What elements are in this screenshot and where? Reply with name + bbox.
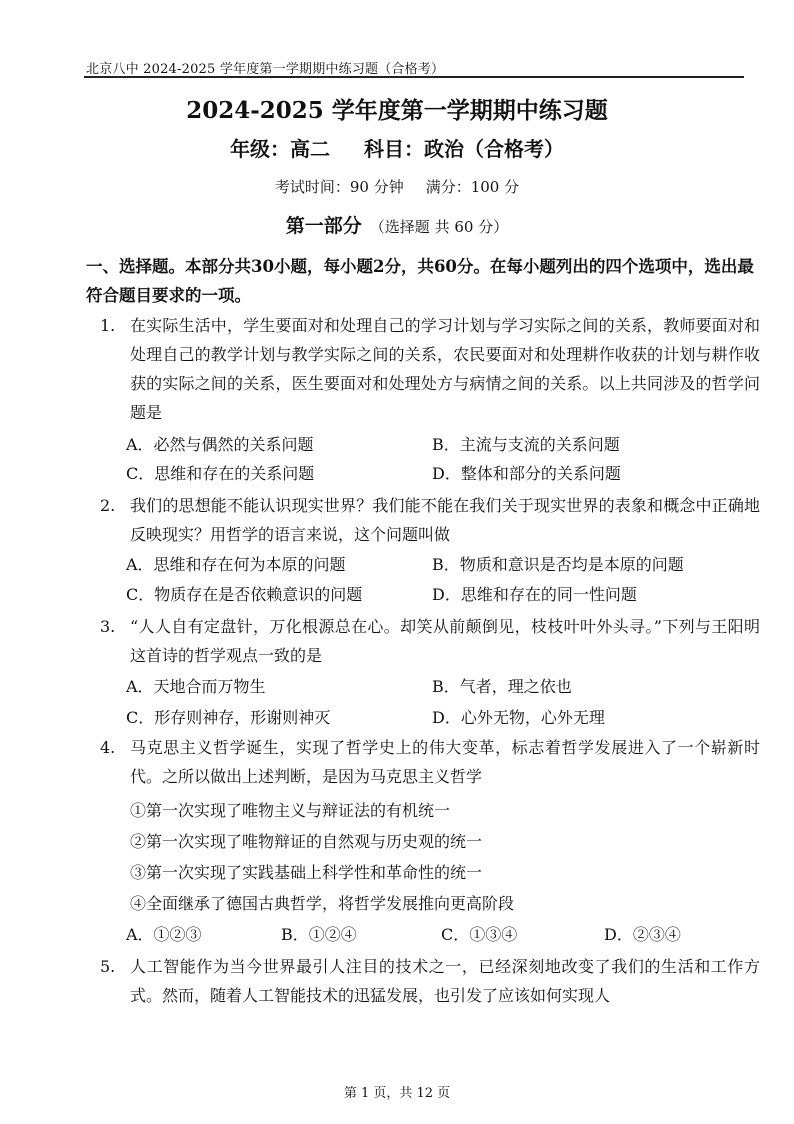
subject-label: 科目：政治（合格考） <box>364 137 564 161</box>
option-a[interactable]: A．①②③ <box>126 925 202 944</box>
option-a[interactable]: A．思维和存在何为本原的问题 <box>126 555 346 574</box>
option-c[interactable]: C．形存则神存，形谢则神灭 <box>126 708 331 727</box>
options-row <box>126 580 756 609</box>
option-d[interactable]: D．心外无物，心外无理 <box>432 708 605 727</box>
statement-3: ③第一次实现了实践基础上科学性和革命性的统一 <box>130 863 483 882</box>
option-b[interactable]: B．主流与支流的关系问题 <box>432 435 620 454</box>
header-rule <box>84 76 744 78</box>
option-c[interactable]: C．①③④ <box>441 925 518 944</box>
option-a[interactable]: A．必然与偶然的关系问题 <box>126 435 314 454</box>
options-row <box>126 703 756 732</box>
question-2 <box>100 491 760 549</box>
full-score: 满分：100 分 <box>425 178 520 196</box>
question-stem: 人工智能作为当今世界最引人注目的技术之一，已经深刻地改变了我们的生活和工作方式。然而，随着人工智能技术的迅猛发展，也引发了应该如何实现人 <box>130 957 760 1005</box>
exam-title: 2024-2025 学年度第一学期期中练习题 <box>186 97 608 124</box>
option-b[interactable]: B．物质和意识是否均是本原的问题 <box>432 555 684 574</box>
part-heading <box>0 211 794 238</box>
option-c[interactable]: C．物质存在是否依赖意识的问题 <box>126 585 363 604</box>
question-stem: 马克思主义哲学诞生，实现了哲学史上的伟大变革，标志着哲学发展进入了一个崭新时代。之所以做出上述判断，是因为马克思主义哲学 <box>130 738 760 786</box>
question-stem: “人人自有定盘针，万化根源总在心。却笑从前颠倒见，枝枝叶叶外头寻。”下列与王阳明这首诗的哲学观点一致的是 <box>130 617 760 665</box>
option-c[interactable]: C．思维和存在的关系问题 <box>126 464 315 483</box>
statement-4: ④全面继承了德国古典哲学，将哲学发展推向更高阶段 <box>130 894 515 913</box>
option-a[interactable]: A．天地合而万物生 <box>126 677 266 696</box>
page-footer: 第 1 页，共 12 页 <box>343 1086 451 1101</box>
options-row <box>126 920 756 949</box>
exam-subtitle <box>0 133 794 162</box>
section-instruction: 一、选择题。本部分共30小题，每小题2分，共60分。在每小题列出的四个选项中，选出最符合题目要求的一项。 <box>86 257 754 305</box>
question-number: 1. <box>100 316 116 335</box>
options-row <box>126 672 756 701</box>
option-b[interactable]: B．①②④ <box>281 925 357 944</box>
option-d[interactable]: D．整体和部分的关系问题 <box>432 464 621 483</box>
statement-2: ②第一次实现了唯物辩证的自然观与历史观的统一 <box>130 832 483 851</box>
options-row <box>126 550 756 579</box>
option-d[interactable]: D．②③④ <box>604 925 681 944</box>
statement-1: ①第一次实现了唯物主义与辩证法的有机统一 <box>130 801 451 820</box>
options-row <box>126 430 756 459</box>
exam-time: 考试时间：90 分钟 <box>274 178 404 196</box>
running-header: 北京八中 2024-2025 学年度第一学期期中练习题（合格考） <box>86 62 445 77</box>
grade-label: 年级：高二 <box>230 137 330 161</box>
exam-meta <box>0 176 794 197</box>
question-3 <box>100 612 760 670</box>
question-number: 3. <box>100 617 116 636</box>
question-number: 5. <box>100 957 116 976</box>
question-stem: 在实际生活中，学生要面对和处理自己的学习计划与学习实际之间的关系，教师要面对和处理自己的教学计划与教学实际之间的关系，农民要面对和处理耕作收获的计划与耕作收获的实际之间的关系，医生要面对和处理处方与病情之间的关系。以上共同涉及的哲学问题是 <box>130 316 760 422</box>
options-row <box>126 459 756 488</box>
part-note: （选择题 共 60 分） <box>369 218 509 236</box>
question-1 <box>100 311 760 427</box>
question-number: 2. <box>100 496 116 515</box>
question-4 <box>100 733 760 791</box>
question-stem: 我们的思想能不能认识现实世界？我们能不能在我们关于现实世界的表象和概念中正确地反映现实？用哲学的语言来说，这个问题叫做 <box>130 496 760 544</box>
question-5 <box>100 952 760 1010</box>
option-b[interactable]: B．气者，理之依也 <box>432 677 572 696</box>
question-number: 4. <box>100 738 116 757</box>
option-d[interactable]: D．思维和存在的同一性问题 <box>432 585 637 604</box>
part-label: 第一部分 <box>285 215 362 237</box>
